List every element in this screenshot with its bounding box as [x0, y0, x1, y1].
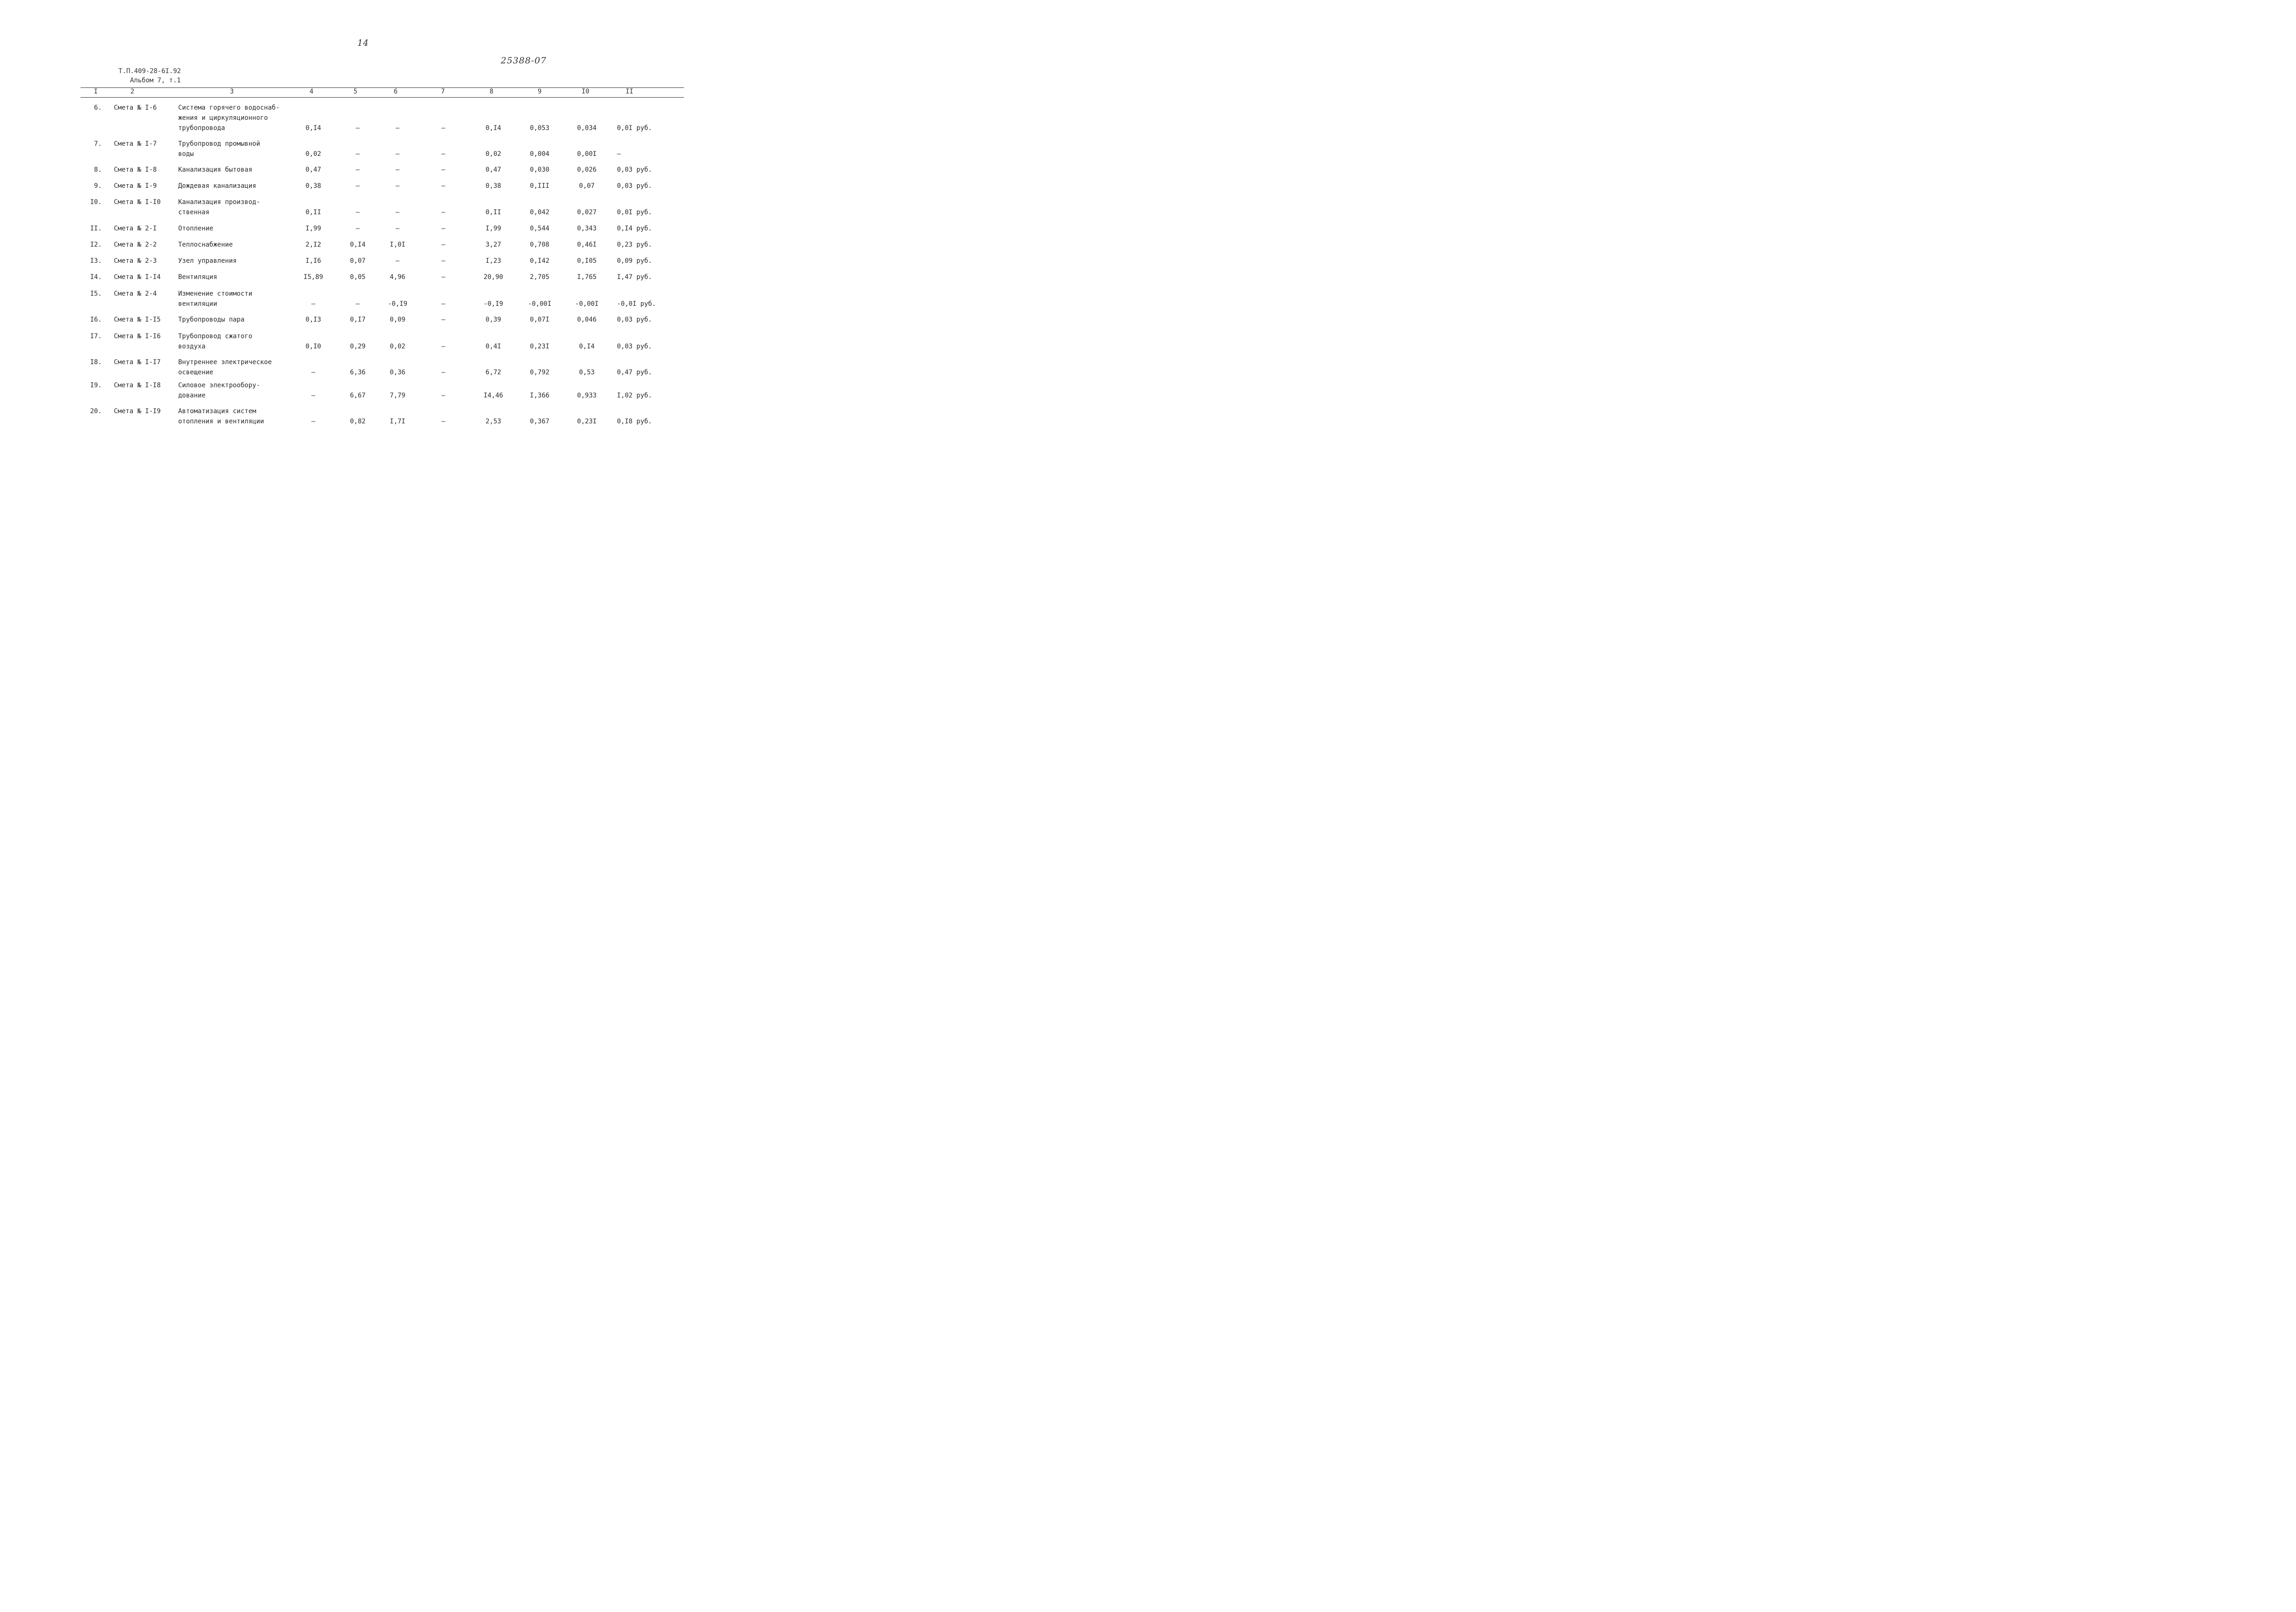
- row-number: II.: [90, 225, 102, 232]
- value-col-7: –: [441, 273, 446, 281]
- value-col-4: 0,I0: [305, 343, 321, 350]
- value-col-10: 0,027: [577, 209, 597, 216]
- item-name-line: Трубопровод промывной: [178, 140, 261, 148]
- item-name-line: освещение: [178, 369, 213, 376]
- item-name-line: Изменение стоимости: [178, 290, 253, 298]
- estimate-ref: Смета № 2-2: [114, 241, 157, 248]
- value-col-9: I,366: [529, 392, 550, 399]
- item-name-line: Отопление: [178, 225, 213, 232]
- value-col-4: 2,I2: [305, 241, 321, 248]
- value-col-10: I,765: [577, 273, 597, 281]
- table-top-rule: [81, 87, 684, 88]
- row-number: I2.: [90, 241, 102, 248]
- value-col-7: –: [441, 257, 446, 265]
- value-col-6: –: [395, 225, 400, 232]
- value-col-4: 0,02: [305, 150, 321, 158]
- value-col-9: 0,I42: [529, 257, 550, 265]
- document-page: [0, 0, 718, 504]
- value-col-9: 2,705: [529, 273, 550, 281]
- estimate-ref: Смета № I-I4: [114, 273, 161, 281]
- value-col-5: –: [355, 225, 360, 232]
- row-number: 20.: [90, 408, 102, 415]
- item-name-line: трубопровода: [178, 124, 225, 132]
- value-col-9: 0,004: [529, 150, 550, 158]
- value-col-11: I,47 руб.: [617, 273, 652, 281]
- value-col-6: 7,79: [390, 392, 405, 399]
- value-col-8: 20,90: [483, 273, 504, 281]
- value-col-4: 0,38: [305, 182, 321, 190]
- value-col-10: 0,00I: [577, 150, 597, 158]
- item-name-line: Силовое электрообору-: [178, 382, 261, 389]
- value-col-10: 0,046: [577, 316, 597, 323]
- item-name-line: дование: [178, 392, 206, 399]
- column-number-4: 4: [309, 88, 314, 95]
- estimate-ref: Смета № I-7: [114, 140, 157, 148]
- value-col-11: I,02 руб.: [617, 392, 652, 399]
- value-col-5: –: [355, 124, 360, 132]
- row-number: I7.: [90, 333, 102, 340]
- value-col-6: I,7I: [390, 418, 405, 425]
- value-col-7: –: [441, 124, 446, 132]
- value-col-10: -0,00I: [575, 300, 599, 308]
- value-col-5: 6,36: [350, 369, 366, 376]
- item-name-line: Канализация бытовая: [178, 166, 253, 174]
- value-col-11: 0,03 руб.: [617, 166, 652, 174]
- value-col-4: I,I6: [305, 257, 321, 265]
- value-col-6: –: [395, 166, 400, 174]
- value-col-5: –: [355, 209, 360, 216]
- column-number-5: 5: [353, 88, 358, 95]
- column-number-2: 2: [130, 88, 135, 95]
- column-number-6: 6: [393, 88, 398, 95]
- value-col-5: –: [355, 182, 360, 190]
- project-code: Т.П.409-28-6I.92: [118, 68, 181, 75]
- value-col-6: 0,09: [390, 316, 405, 323]
- item-name-line: Внутреннее электрическое: [178, 359, 272, 366]
- column-number-10: I0: [581, 88, 590, 95]
- item-name-line: Теплоснабжение: [178, 241, 233, 248]
- item-name-line: Трубопроводы пара: [178, 316, 245, 323]
- value-col-5: 0,29: [350, 343, 366, 350]
- item-name-line: воды: [178, 150, 194, 158]
- value-col-11: 0,03 руб.: [617, 316, 652, 323]
- row-number: I8.: [90, 359, 102, 366]
- value-col-11: 0,I4 руб.: [617, 225, 652, 232]
- value-col-10: 0,343: [577, 225, 597, 232]
- value-col-7: –: [441, 392, 446, 399]
- column-number-9: 9: [537, 88, 542, 95]
- value-col-9: 0,042: [529, 209, 550, 216]
- value-col-11: -0,0I руб.: [617, 300, 656, 308]
- item-name-line: Узел управления: [178, 257, 237, 265]
- column-number-3: 3: [230, 88, 234, 95]
- row-number: I4.: [90, 273, 102, 281]
- row-number: 7.: [94, 140, 102, 148]
- value-col-10: 0,933: [577, 392, 597, 399]
- estimate-ref: Смета № I-8: [114, 166, 157, 174]
- value-col-5: 0,05: [350, 273, 366, 281]
- estimate-ref: Смета № 2-4: [114, 290, 157, 298]
- value-col-9: 0,544: [529, 225, 550, 232]
- value-col-4: –: [311, 392, 316, 399]
- value-col-5: 0,I4: [350, 241, 366, 248]
- row-number: I5.: [90, 290, 102, 298]
- value-col-4: –: [311, 300, 316, 308]
- table-header-rule: [81, 97, 684, 98]
- estimate-ref: Смета № I-I9: [114, 408, 161, 415]
- value-col-8: 0,02: [485, 150, 501, 158]
- value-col-7: –: [441, 225, 446, 232]
- value-col-6: –: [395, 257, 400, 265]
- value-col-10: 0,I05: [577, 257, 597, 265]
- estimate-ref: Смета № I-I0: [114, 198, 161, 206]
- value-col-8: 0,II: [485, 209, 501, 216]
- value-col-8: 2,53: [485, 418, 501, 425]
- value-col-11: 0,03 руб.: [617, 182, 652, 190]
- value-col-10: 0,026: [577, 166, 597, 174]
- value-col-8: 6,72: [485, 369, 501, 376]
- value-col-10: 0,53: [579, 369, 595, 376]
- row-number: I3.: [90, 257, 102, 265]
- value-col-7: –: [441, 166, 446, 174]
- value-col-6: 0,02: [390, 343, 405, 350]
- estimate-ref: Смета № 2-3: [114, 257, 157, 265]
- value-col-5: –: [355, 150, 360, 158]
- value-col-8: I,99: [485, 225, 501, 232]
- value-col-11: 0,09 руб.: [617, 257, 652, 265]
- estimate-ref: Смета № 2-I: [114, 225, 157, 232]
- item-name-line: жения и циркуляционного: [178, 114, 268, 122]
- item-name-line: воздуха: [178, 343, 206, 350]
- value-col-9: 0,07I: [529, 316, 550, 323]
- item-name-line: вентиляции: [178, 300, 218, 308]
- value-col-9: 0,367: [529, 418, 550, 425]
- value-col-11: 0,0I руб.: [617, 209, 652, 216]
- value-col-6: –: [395, 209, 400, 216]
- value-col-10: 0,46I: [577, 241, 597, 248]
- row-number: I9.: [90, 382, 102, 389]
- value-col-9: 0,053: [529, 124, 550, 132]
- value-col-5: –: [355, 300, 360, 308]
- value-col-8: 0,38: [485, 182, 501, 190]
- value-col-5: 0,82: [350, 418, 366, 425]
- value-col-10: 0,034: [577, 124, 597, 132]
- row-number: I0.: [90, 198, 102, 206]
- value-col-9: 0,792: [529, 369, 550, 376]
- item-name-line: Дождевая канализация: [178, 182, 256, 190]
- value-col-6: -0,I9: [387, 300, 408, 308]
- value-col-4: I5,89: [303, 273, 324, 281]
- value-col-5: 0,I7: [350, 316, 366, 323]
- value-col-8: 0,39: [485, 316, 501, 323]
- value-col-7: –: [441, 209, 446, 216]
- estimate-ref: Смета № I-6: [114, 104, 157, 112]
- value-col-8: 3,27: [485, 241, 501, 248]
- item-name-line: Автоматизация систем: [178, 408, 256, 415]
- item-name-line: отопления и вентиляции: [178, 418, 264, 425]
- value-col-9: 0,030: [529, 166, 550, 174]
- value-col-6: –: [395, 150, 400, 158]
- value-col-6: 4,96: [390, 273, 405, 281]
- item-name-line: Канализация производ-: [178, 198, 261, 206]
- value-col-8: -0,I9: [483, 300, 504, 308]
- value-col-8: I4,46: [483, 392, 504, 399]
- value-col-5: 6,67: [350, 392, 366, 399]
- value-col-10: 0,07: [579, 182, 595, 190]
- value-col-7: –: [441, 300, 446, 308]
- value-col-8: 0,4I: [485, 343, 501, 350]
- value-col-6: –: [395, 124, 400, 132]
- value-col-11: 0,23 руб.: [617, 241, 652, 248]
- document-code: 25388-07: [501, 56, 547, 66]
- item-name-line: Трубопровод сжатого: [178, 333, 253, 340]
- value-col-7: –: [441, 182, 446, 190]
- value-col-11: –: [617, 150, 621, 158]
- value-col-9: -0,00I: [528, 300, 552, 308]
- value-col-4: 0,47: [305, 166, 321, 174]
- value-col-7: –: [441, 418, 446, 425]
- value-col-4: –: [311, 369, 316, 376]
- page-number: 14: [357, 38, 369, 48]
- value-col-11: 0,0I руб.: [617, 124, 652, 132]
- value-col-10: 0,23I: [577, 418, 597, 425]
- value-col-4: I,99: [305, 225, 321, 232]
- value-col-7: –: [441, 150, 446, 158]
- estimate-ref: Смета № I-9: [114, 182, 157, 190]
- value-col-7: –: [441, 343, 446, 350]
- album-label: Альбом 7, т.1: [130, 77, 181, 84]
- estimate-ref: Смета № I-I7: [114, 359, 161, 366]
- value-col-7: –: [441, 241, 446, 248]
- item-name-line: Система горячего водоснаб-: [178, 104, 280, 112]
- value-col-4: 0,I4: [305, 124, 321, 132]
- value-col-11: 0,I8 руб.: [617, 418, 652, 425]
- row-number: I6.: [90, 316, 102, 323]
- estimate-ref: Смета № I-I6: [114, 333, 161, 340]
- value-col-11: 0,47 руб.: [617, 369, 652, 376]
- item-name-line: ственная: [178, 209, 210, 216]
- value-col-9: 0,708: [529, 241, 550, 248]
- column-number-7: 7: [441, 88, 445, 95]
- value-col-4: –: [311, 418, 316, 425]
- column-number-1: I: [93, 88, 98, 95]
- value-col-9: 0,III: [529, 182, 550, 190]
- value-col-5: –: [355, 166, 360, 174]
- value-col-7: –: [441, 316, 446, 323]
- value-col-6: –: [395, 182, 400, 190]
- estimate-ref: Смета № I-I5: [114, 316, 161, 323]
- value-col-6: 0,36: [390, 369, 405, 376]
- value-col-4: 0,I3: [305, 316, 321, 323]
- row-number: 9.: [94, 182, 102, 190]
- row-number: 6.: [94, 104, 102, 112]
- column-number-8: 8: [489, 88, 494, 95]
- item-name-line: Вентиляция: [178, 273, 218, 281]
- value-col-11: 0,03 руб.: [617, 343, 652, 350]
- column-number-11: II: [625, 88, 634, 95]
- value-col-7: –: [441, 369, 446, 376]
- row-number: 8.: [94, 166, 102, 174]
- value-col-8: 0,47: [485, 166, 501, 174]
- value-col-5: 0,07: [350, 257, 366, 265]
- value-col-8: I,23: [485, 257, 501, 265]
- estimate-ref: Смета № I-I8: [114, 382, 161, 389]
- value-col-8: 0,I4: [485, 124, 501, 132]
- value-col-9: 0,23I: [529, 343, 550, 350]
- value-col-4: 0,II: [305, 209, 321, 216]
- value-col-6: I,0I: [390, 241, 405, 248]
- value-col-10: 0,I4: [579, 343, 595, 350]
